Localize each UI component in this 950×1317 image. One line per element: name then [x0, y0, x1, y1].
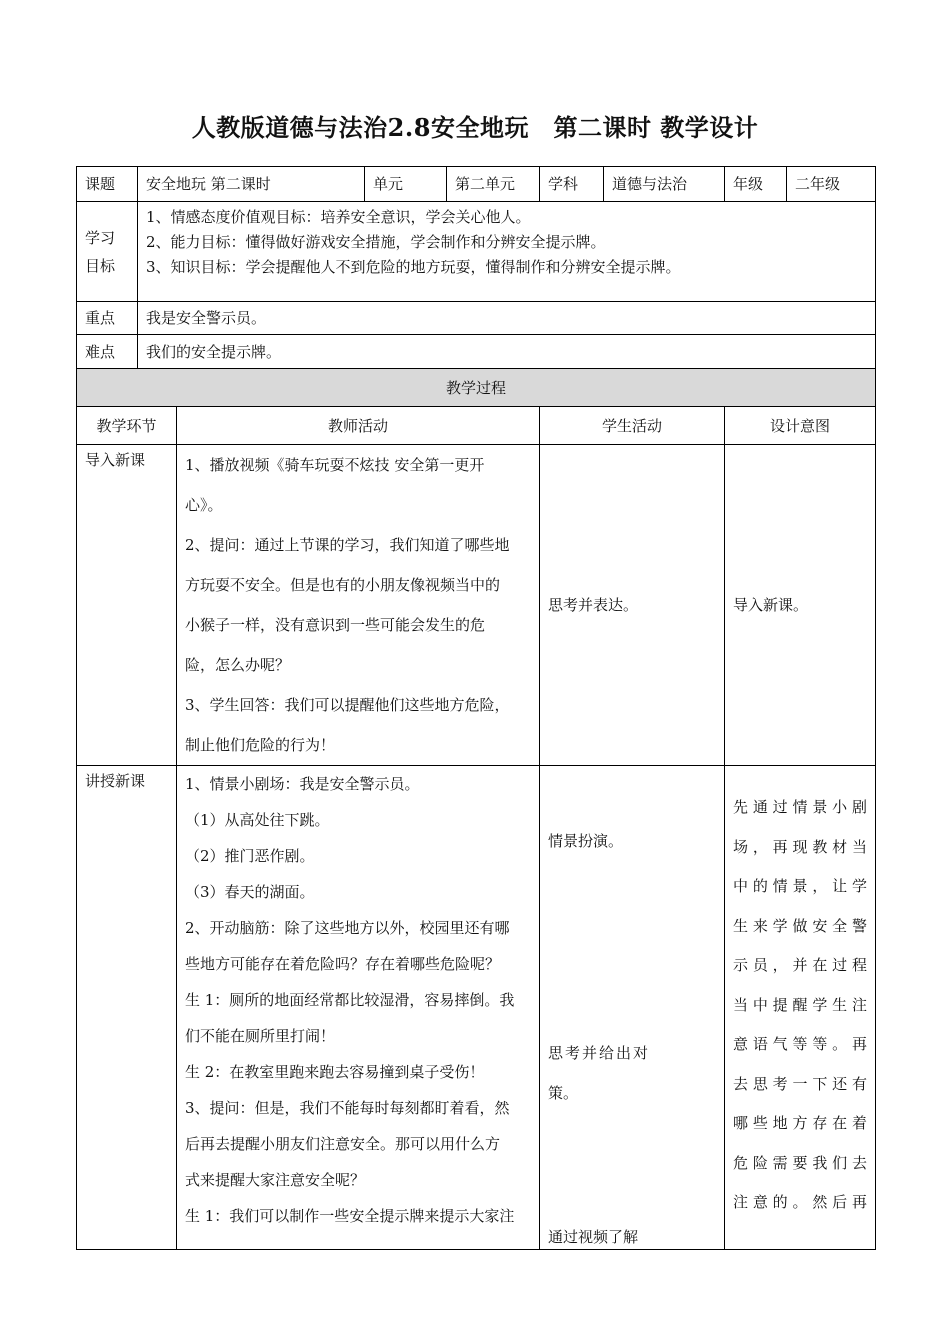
subject-value: 道德与法治: [604, 167, 725, 202]
column-header-intent: 设计意图: [725, 407, 876, 445]
table-row: [77, 445, 876, 766]
key-point-label: 重点: [77, 302, 138, 335]
lesson-plan-table: [76, 166, 876, 1250]
column-header-stage: 教学环节: [77, 407, 177, 445]
objectives-row: [77, 202, 876, 302]
key-point-row: [77, 302, 876, 335]
difficulty-label: 难点: [77, 335, 138, 369]
design-intent: 先通过情景小剧 场，再现教材当 中的情景，让学 生来学做安全警 示员，并在过程 当中提醒学生注 意语气等等。再 去思考一下还有 哪些地方存在着 危险需要我们去 注意的。然后再: [725, 766, 876, 1250]
student-activity: 思考并表达。: [540, 445, 725, 766]
difficulty-text: 我们的安全提示牌。: [138, 335, 876, 369]
topic-value: 安全地玩 第二课时: [138, 167, 365, 202]
unit-value: 第二单元: [447, 167, 540, 202]
topic-label: 课题: [77, 167, 138, 202]
design-intent: 导入新课。: [725, 445, 876, 766]
stage-cell: 导入新课: [77, 445, 177, 766]
objective-item: 3、知识目标：学会提醒他人不到危险的地方玩耍，懂得制作和分辨安全提示牌。: [146, 258, 681, 276]
table-row: [77, 766, 876, 1250]
objectives-label: 学习 目标: [77, 202, 138, 302]
column-header-row: [77, 407, 876, 445]
subject-label: 学科: [540, 167, 604, 202]
difficulty-row: [77, 335, 876, 369]
objectives-list: [138, 202, 876, 302]
stage-cell: 讲授新课: [77, 766, 177, 1250]
objective-item: 1、情感态度价值观目标：培养安全意识，学会关心他人。: [146, 208, 531, 226]
objective-item: 2、能力目标：懂得做好游戏安全措施，学会制作和分辨安全提示牌。: [146, 233, 606, 251]
grade-label: 年级: [725, 167, 787, 202]
key-point-text: 我是安全警示员。: [138, 302, 876, 335]
teacher-activity: 1、情景小剧场：我是安全警示员。 （1）从高处往下跳。 （2）推门恶作剧。 （3）春天的湖面。 2、开动脑筋：除了这些地方以外，校园里还有哪 些地方可能存在着危险吗？存在着哪些危险呢？ 生 1：厕所的地面经常都比较湿滑，容易摔倒。我 们不能在厕所里打闹！ 生 2：在教室里跑来跑去容易撞到桌子受伤！ 3、提问：但是，我们不能每时每刻都盯着看，然 后再去提醒小朋友们注意安全。那可以用什么方 式来提醒大家注意安全呢？ 生 1：我们可以制作一些安全提示牌来提示大家注: [177, 766, 540, 1250]
student-activity: 情景扮演。 思考并给出对 策。 通过视频了解: [540, 766, 725, 1250]
unit-label: 单元: [365, 167, 447, 202]
page-title: 人教版道德与法治2.8安全地玩 第二课时 教学设计: [191, 113, 759, 142]
grade-value: 二年级: [787, 167, 876, 202]
info-row: [77, 167, 876, 202]
process-header-row: [77, 369, 876, 407]
column-header-student: 学生活动: [540, 407, 725, 445]
process-header: 教学过程: [77, 369, 876, 407]
teacher-activity: 1、播放视频《骑车玩耍不炫技 安全第一更开 心》。 2、提问：通过上节课的学习，我们知道了哪些地 方玩耍不安全。但是也有的小朋友像视频当中的 小猴子一样，没有意识到一些可能会发生的危 险，怎么办呢？ 3、学生回答：我们可以提醒他们这些地方危险， 制止他们危险的行为！: [177, 445, 540, 766]
column-header-teacher: 教师活动: [177, 407, 540, 445]
